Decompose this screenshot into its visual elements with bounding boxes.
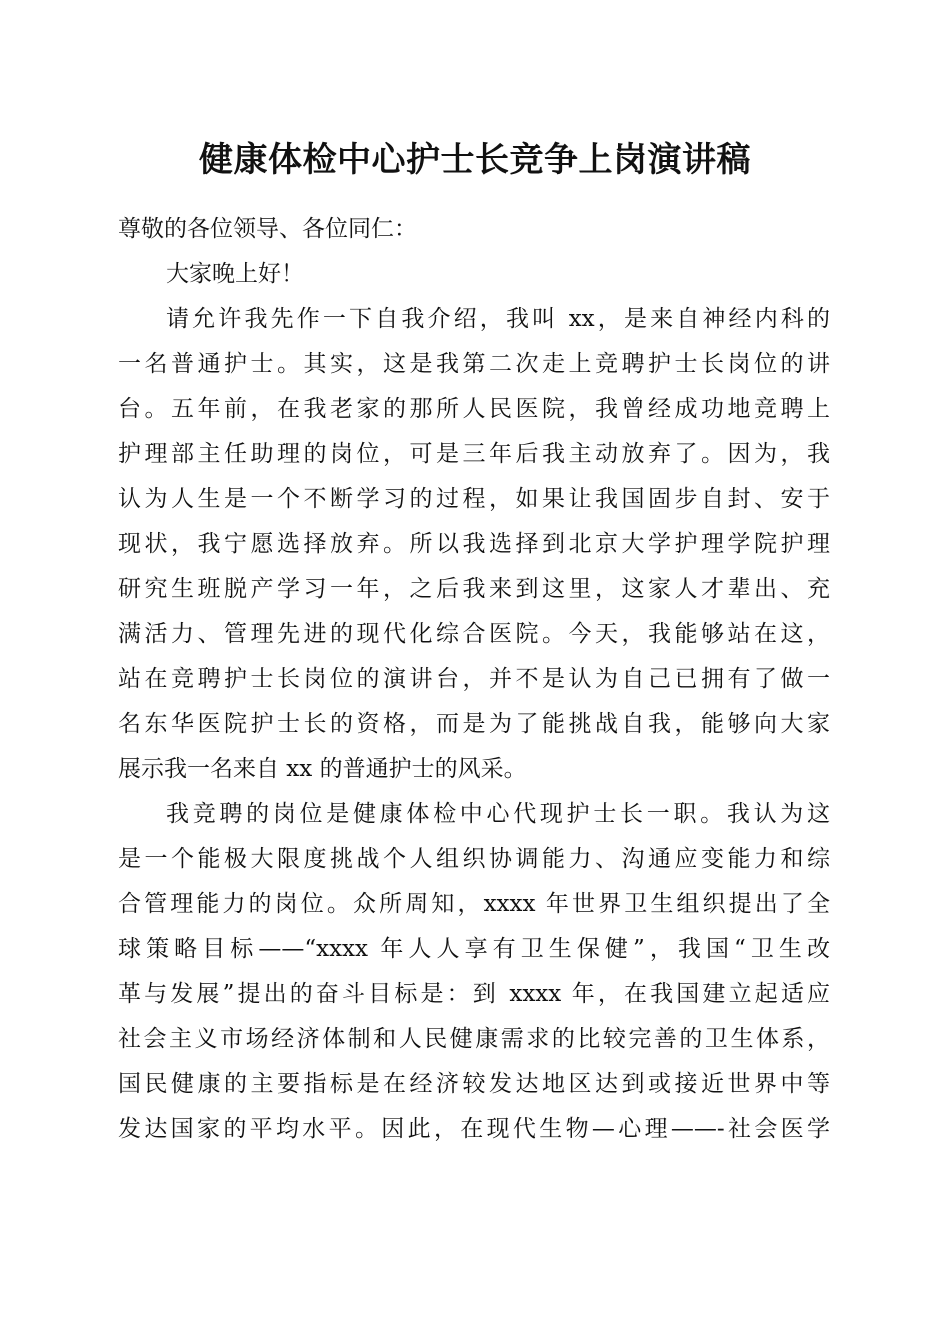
paragraph-line: 展示我一名来自 xx 的普通护士的风采。 [118,756,527,782]
greeting-line: 大家晚上好！ [166,261,304,287]
paragraph-line: 发达国家的平均水平。因此，在现代生物—心理——-社会医学 [118,1116,830,1142]
paragraph-line: 合管理能力的岗位。众所周知，xxxx 年世界卫生组织提出了全 [118,891,830,917]
paragraph-line: 我竞聘的岗位是健康体检中心代现护士长一职。我认为这 [166,801,830,827]
paragraph-line: 球策略目标——“xxxx 年人人享有卫生保健”，我国“卫生改 [118,936,830,962]
document-body [118,207,830,1152]
salutation-line: 尊敬的各位领导、各位同仁： [118,216,417,242]
paragraph-line: 研究生班脱产学习一年，之后我来到这里，这家人才辈出、充 [118,576,830,602]
document-title: 健康体检中心护士长竞争上岗演讲稿 [199,140,751,180]
paragraph-line: 请允许我先作一下自我介绍，我叫 xx，是来自神经内科的 [166,306,830,332]
paragraph-line: 国民健康的主要指标是在经济较发达地区达到或接近世界中等 [118,1071,830,1097]
paragraph-line: 满活力、管理先进的现代化综合医院。今天，我能够站在这， [118,621,830,647]
paragraph-line: 革与发展”提出的奋斗目标是：到 xxxx 年，在我国建立起适应 [118,981,830,1007]
paragraph-line: 是一个能极大限度挑战个人组织协调能力、沟通应变能力和综 [118,846,830,872]
paragraph-line: 现状，我宁愿选择放弃。所以我选择到北京大学护理学院护理 [118,531,830,557]
paragraph-line: 认为人生是一个不断学习的过程，如果让我国固步自封、安于 [118,486,830,512]
paragraph-line: 台。五年前，在我老家的那所人民医院，我曾经成功地竞聘上 [118,396,830,422]
paragraph-line: 护理部主任助理的岗位，可是三年后我主动放弃了。因为，我 [118,441,830,467]
paragraph-line: 社会主义市场经济体制和人民健康需求的比较完善的卫生体系， [118,1026,830,1052]
paragraph-line: 名东华医院护士长的资格，而是为了能挑战自我，能够向大家 [118,711,830,737]
paragraph-line: 一名普通护士。其实，这是我第二次走上竞聘护士长岗位的讲 [118,351,830,377]
paragraph-line: 站在竞聘护士长岗位的演讲台，并不是认为自己已拥有了做一 [118,666,830,692]
